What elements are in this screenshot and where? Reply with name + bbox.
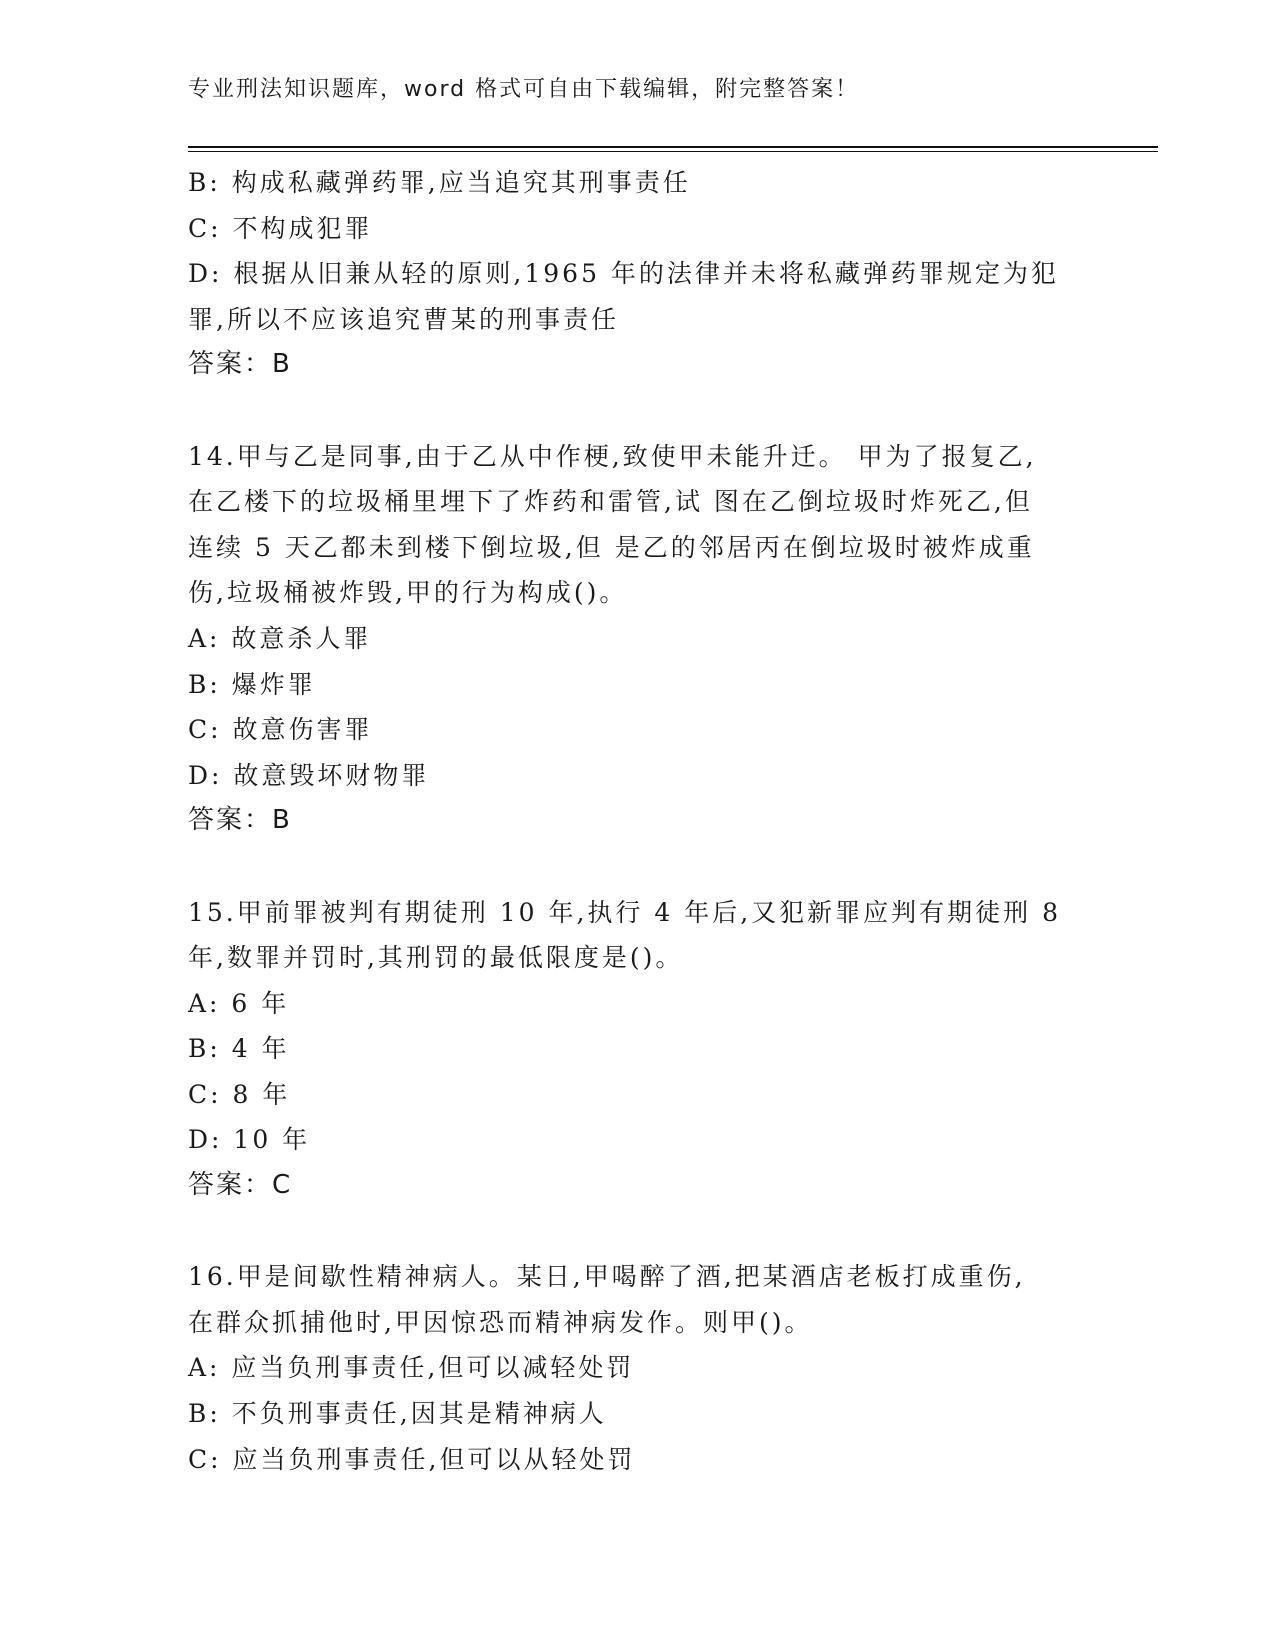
question-13-continuation xyxy=(188,160,1088,388)
answer: 答案：C xyxy=(188,1170,293,1201)
option-a: A: 故意杀人罪 xyxy=(188,623,372,653)
option-c: C: 故意伤害罪 xyxy=(188,715,373,745)
spacer xyxy=(188,1209,1088,1255)
header-rule xyxy=(188,146,1158,148)
header-note: 专业刑法知识题库，word 格式可自由下载编辑，附完整答案！ xyxy=(188,77,860,102)
question-16 xyxy=(188,1254,1088,1482)
option-d: D: 故意毁坏财物罪 xyxy=(188,760,430,790)
option-c: C: 8 年 xyxy=(188,1079,291,1109)
question-15 xyxy=(188,890,1088,1209)
option-b: B: 不负刑事责任,因其是精神病人 xyxy=(188,1399,607,1429)
question-stem-line: 14.甲与乙是同事,由于乙从中作梗,致使甲未能升迁。 甲为了报复乙, xyxy=(188,441,1037,471)
option-a: A: 应当负刑事责任,但可以减轻处罚 xyxy=(188,1353,635,1383)
answer: 答案：B xyxy=(188,349,292,380)
option-c: C: 应当负刑事责任,但可以从轻处罚 xyxy=(188,1444,636,1474)
option-d-continued: 罪,所以不应该追究曹某的刑事责任 xyxy=(188,304,619,334)
question-14 xyxy=(188,434,1088,844)
header-rule-thin xyxy=(188,151,1158,152)
option-b: B: 4 年 xyxy=(188,1034,290,1064)
question-stem-line: 年,数罪并罚时,其刑罚的最低限度是()。 xyxy=(188,943,684,973)
option-d: D: 根据从旧兼从轻的原则,1965 年的法律并未将私藏弹药罪规定为犯 xyxy=(188,259,1059,289)
option-b: B: 爆炸罪 xyxy=(188,669,316,699)
option-a: A: 6 年 xyxy=(188,988,290,1018)
answer: 答案：B xyxy=(188,805,292,836)
question-stem-line: 伤,垃圾桶被炸毁,甲的行为构成()。 xyxy=(188,578,628,608)
question-stem-line: 15.甲前罪被判有期徒刑 10 年,执行 4 年后,又犯新罪应判有期徒刑 8 xyxy=(188,897,1062,927)
option-b: B: 构成私藏弹药罪,应当追究其刑事责任 xyxy=(188,168,691,197)
document-content xyxy=(188,160,1088,1482)
question-stem-line: 在乙楼下的垃圾桶里埋下了炸药和雷管,试 图在乙倒垃圾时炸死乙,但 xyxy=(188,487,1033,517)
spacer xyxy=(188,844,1088,890)
question-stem-line: 16.甲是间歇性精神病人。某日,甲喝醉了酒,把某酒店老板打成重伤, xyxy=(188,1262,1026,1292)
question-stem-line: 连续 5 天乙都未到楼下倒垃圾,但 是乙的邻居丙在倒垃圾时被炸成重 xyxy=(188,532,1035,562)
question-stem-line: 在群众抓捕他时,甲因惊恐而精神病发作。则甲()。 xyxy=(188,1307,813,1337)
spacer xyxy=(188,388,1088,434)
option-c: C: 不构成犯罪 xyxy=(188,213,373,243)
option-d: D: 10 年 xyxy=(188,1125,311,1155)
